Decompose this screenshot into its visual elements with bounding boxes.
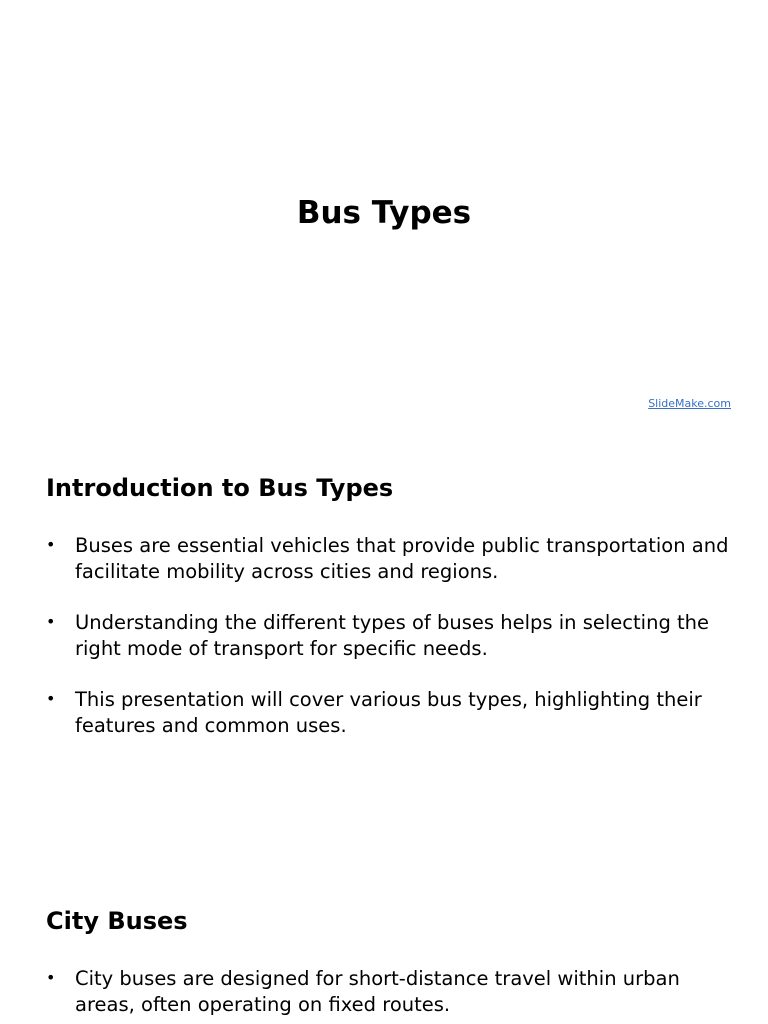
bullet-list	[46, 533, 736, 739]
bullet-icon: •	[46, 968, 56, 987]
section-heading: Introduction to Bus Types	[46, 474, 394, 502]
slide-title: Bus Types	[296, 195, 472, 231]
bullet-icon: •	[46, 612, 56, 631]
bullet-item	[46, 687, 736, 739]
bullet-item	[46, 533, 736, 585]
bullet-text: Understanding the different types of buses helps in selecting the right mode of transport for specific needs.	[75, 611, 710, 660]
bullet-item	[46, 966, 736, 1018]
bullet-text: Buses are essential vehicles that provide public transportation and facilitate mobility across cities and regions.	[75, 534, 729, 583]
section-heading: City Buses	[46, 907, 188, 935]
bullet-item	[46, 610, 736, 662]
slidemake-link[interactable]: SlideMake.com	[648, 397, 731, 410]
section-city-buses	[46, 905, 736, 1018]
bullet-icon: •	[46, 535, 56, 554]
bullet-text: This presentation will cover various bus types, highlighting their features and common uses.	[75, 688, 702, 737]
bullet-list	[46, 966, 736, 1018]
bullet-icon: •	[46, 689, 56, 708]
section-introduction	[46, 472, 736, 739]
bullet-text: City buses are designed for short-distance travel within urban areas, often operating on fixed routes.	[75, 967, 680, 1016]
